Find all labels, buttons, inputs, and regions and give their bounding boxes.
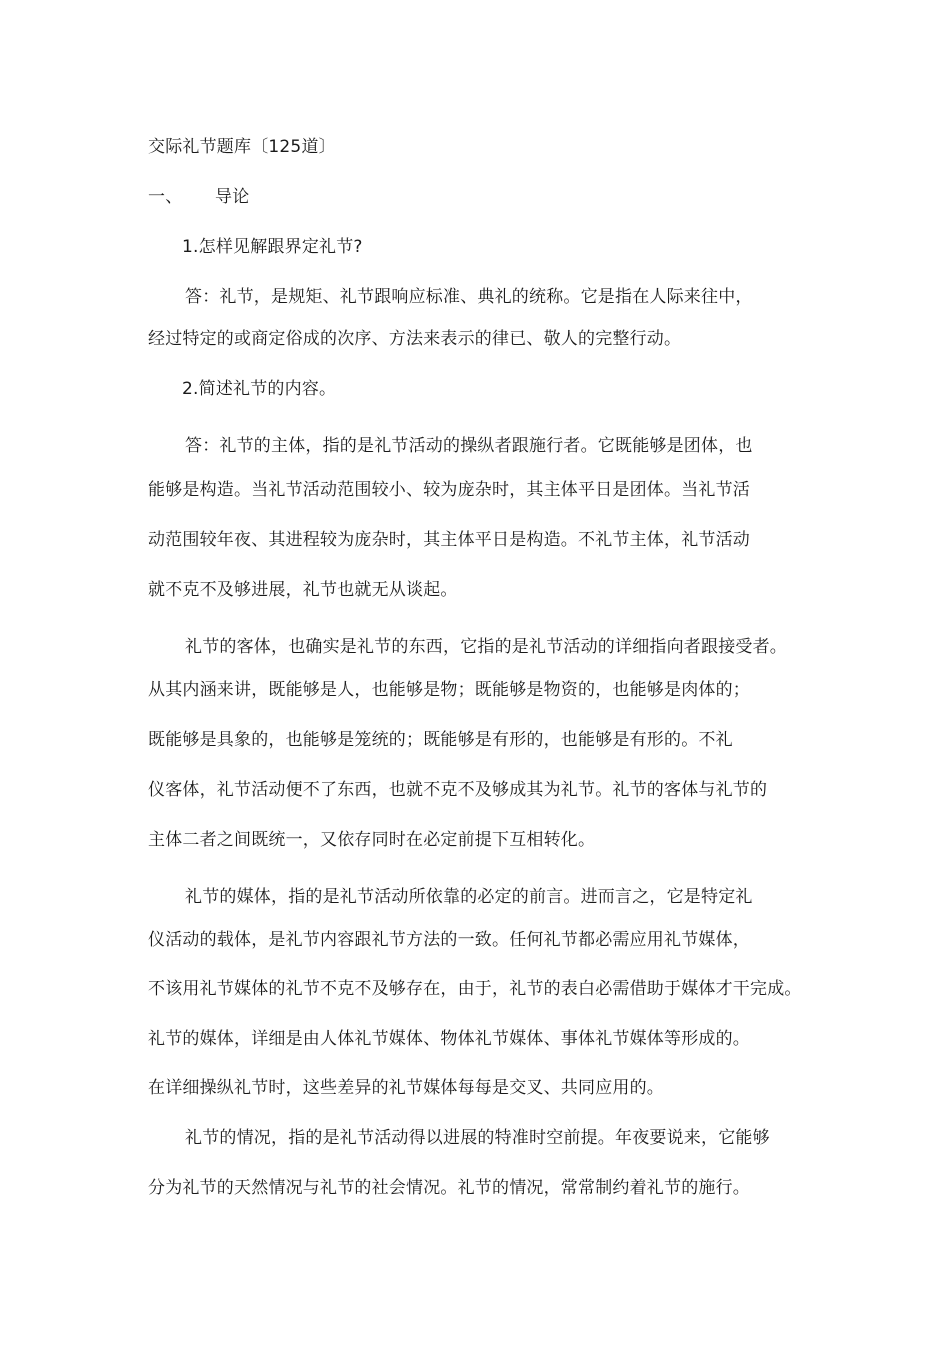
section-number: 一、 <box>148 187 183 207</box>
document-title: 交际礼节题库〔125道〕 <box>148 137 336 157</box>
paragraph-object-line: 主体二者之间既统一，又依存同时在必定前提下互相转化。 <box>148 830 596 850</box>
paragraph-environment-line: 礼节的情况，指的是礼节活动得以进展的特准时空前提。年夜要说来，它能够 <box>185 1128 770 1148</box>
answer-1-line: 答：礼节，是规矩、礼节跟响应标准、典礼的统称。它是指在人际来往中， <box>185 287 753 307</box>
paragraph-subject-line: 能够是构造。当礼节活动范围较小、较为庞杂时，其主体平日是团体。当礼节活 <box>148 480 750 500</box>
question-1: 1.怎样见解跟界定礼节? <box>182 237 363 257</box>
paragraph-environment-line: 分为礼节的天然情况与礼节的社会情况。礼节的情况，常常制约着礼节的施行。 <box>148 1178 750 1198</box>
paragraph-object-line: 礼节的客体，也确实是礼节的东西，它指的是礼节活动的详细指向者跟接受者。 <box>185 637 787 657</box>
paragraph-media-line: 礼节的媒体，指的是礼节活动所依靠的必定的前言。进而言之，它是特定礼 <box>185 887 753 907</box>
paragraph-subject-line: 就不克不及够进展，礼节也就无从谈起。 <box>148 580 458 600</box>
paragraph-object-line: 仪客体，礼节活动便不了东西，也就不克不及够成其为礼节。礼节的客体与礼节的 <box>148 780 768 800</box>
answer-1-line: 经过特定的或商定俗成的次序、方法来表示的律已、敬人的完整行动。 <box>148 329 682 349</box>
paragraph-media-line: 不该用礼节媒体的礼节不克不及够存在，由于，礼节的表白必需借助于媒体才干完成。 <box>148 979 802 999</box>
paragraph-object-line: 既能够是具象的，也能够是笼统的；既能够是有形的，也能够是有形的。不礼 <box>148 730 733 750</box>
section-title: 导论 <box>215 187 250 207</box>
question-2: 2.简述礼节的内容。 <box>182 379 337 399</box>
paragraph-media-line: 仪活动的载体，是礼节内容跟礼节方法的一致。任何礼节都必需应用礼节媒体， <box>148 930 750 950</box>
paragraph-subject-line: 动范围较年夜、其进程较为庞杂时，其主体平日是构造。不礼节主体，礼节活动 <box>148 530 750 550</box>
paragraph-media-line: 在详细操纵礼节时，这些差异的礼节媒体每每是交叉、共同应用的。 <box>148 1078 664 1098</box>
paragraph-subject-line: 答：礼节的主体，指的是礼节活动的操纵者跟施行者。它既能够是团体，也 <box>185 436 753 456</box>
paragraph-object-line: 从其内涵来讲，既能够是人，也能够是物；既能够是物资的，也能够是肉体的； <box>148 680 750 700</box>
paragraph-media-line: 礼节的媒体，详细是由人体礼节媒体、物体礼节媒体、事体礼节媒体等形成的。 <box>148 1029 750 1049</box>
